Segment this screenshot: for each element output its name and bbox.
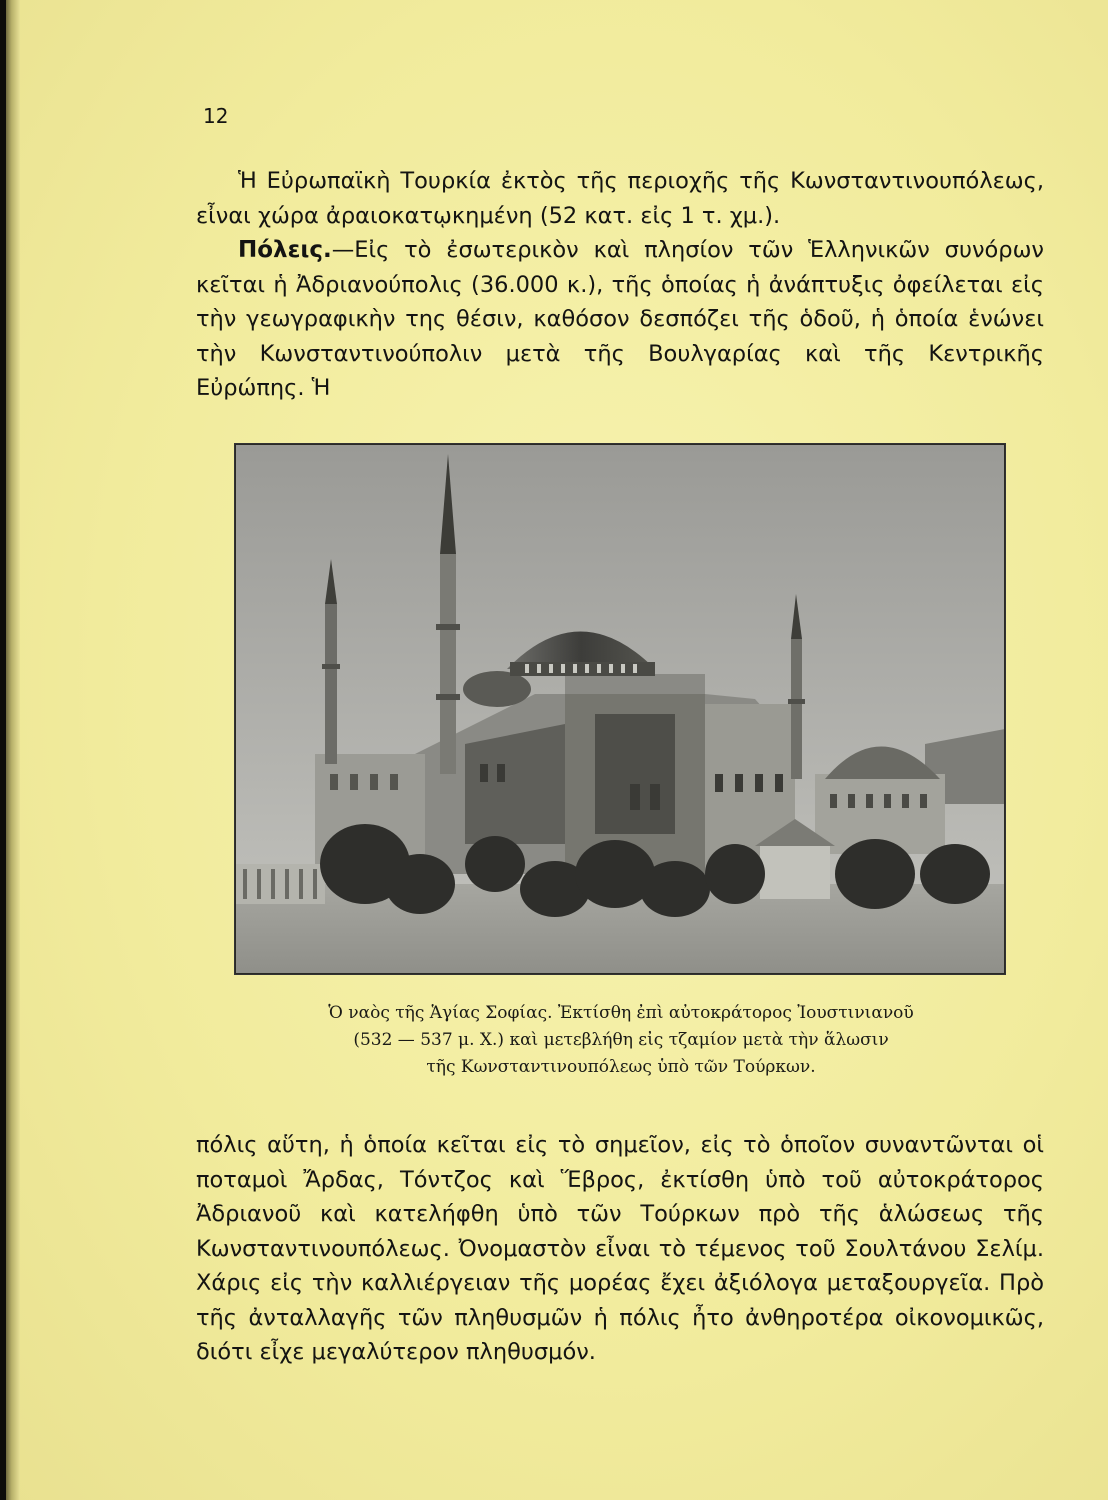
caption-line-1: Ὁ ναὸς τῆς Ἁγίας Σοφίας. Ἐκτίσθη ἐπὶ αὐτοκράτορος Ἰουστινιανοῦ: [328, 1003, 914, 1023]
caption-line-2: (532 — 537 μ. Χ.) καὶ μετεβλήθη εἰς τζαμίον μετὰ τὴν ἅλωσιν: [353, 1030, 889, 1050]
top-text-block: [196, 164, 1044, 406]
book-page: [6, 0, 1108, 1500]
paragraph-adrianople-continued: πόλις αὕτη, ἡ ὁποία κεῖται εἰς τὸ σημεῖον, εἰς τὸ ὁποῖον συναντῶνται οἱ ποταμοὶ Ἄρδας, Τόντζος καὶ Ἕβρος, ἐκτίσθη ὑπὸ τοῦ αὐτοκράτορος Ἀδριανοῦ καὶ κατελήφθη ὑπὸ τῶν Τούρκων πρὸ τῆς ἁλώσεως τῆς Κωνσταντινουπόλεως. Ὀνομαστὸν εἶναι τὸ τέμενος τοῦ Σουλτάνου Σελίμ. Χάρις εἰς τὴν καλλιέργειαν τῆς μορέας ἔχει ἀξιόλογα μεταξουργεῖα. Πρὸ τῆς ἀνταλλαγῆς τῶν πληθυσμῶν ἡ πόλις ἦτο ἀνθηροτέρα οἰκονομικῶς, διότι εἶχε μεγαλύτερον πληθυσμόν.: [196, 1132, 1044, 1365]
section-heading-cities: Πόλεις.: [238, 237, 332, 263]
paragraph-european-turkey: Ἡ Εὐρωπαϊκὴ Τουρκία ἐκτὸς τῆς περιοχῆς τῆς Κωνσταντινουπόλεως, εἶναι χώρα ἀραιοκατῳκημένη (52 κατ. εἰς 1 τ. χμ.).: [196, 168, 1044, 229]
page-number: 12: [203, 104, 229, 128]
bottom-text-block: [196, 1128, 1044, 1370]
hagia-sophia-photo: [234, 443, 1006, 975]
paragraph-cities: [196, 233, 1044, 406]
page-binding-edge: [6, 0, 20, 1500]
caption-line-3: τῆς Κωνσταντινουπόλεως ὑπὸ τῶν Τούρκων.: [426, 1057, 816, 1077]
paragraph-cities-text: —Εἰς τὸ ἐσωτερικὸν καὶ πλησίον τῶν Ἑλληνικῶν συνόρων κεῖται ἡ Ἀδριανούπολις (36.000 κ.), τῆς ὁποίας ἡ ἀνάπτυξις ὀφείλεται εἰς τὴν γεωγραφικὴν της θέσιν, καθόσον δεσπόζει τῆς ὁδοῦ, ἡ ὁποία ἑνώνει τὴν Κωνσταντινούπολιν μετὰ τῆς Βουλγαρίας καὶ τῆς Κεντρικῆς Εὐρώπης. Ἡ: [196, 237, 1044, 401]
figure-caption: [221, 1000, 1021, 1081]
